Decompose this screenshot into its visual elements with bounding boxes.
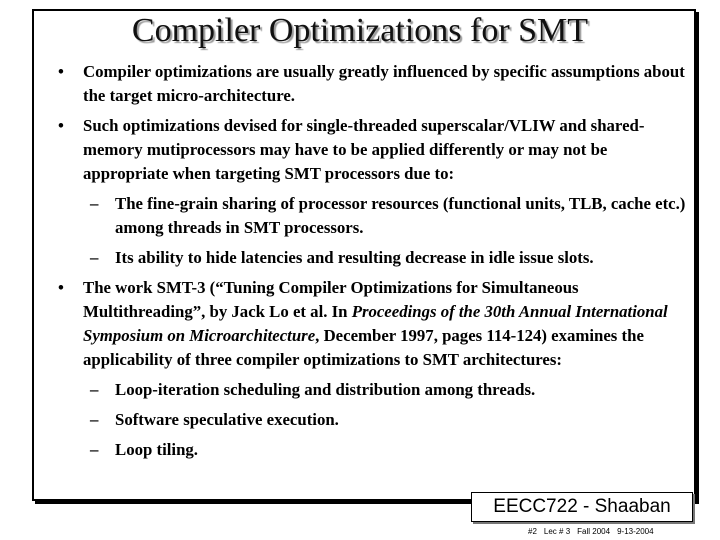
slide-title: Compiler Optimizations for SMT [131, 12, 589, 49]
sub-item-text: Software speculative execution. [115, 410, 339, 429]
bullet-text-start: The work SMT-3 (“Tuning Compiler Optimizations for Simultaneous Multithreading”, by Jack Lo et al. In [83, 278, 579, 321]
bullet-item [58, 60, 688, 108]
bullet-item [58, 276, 688, 372]
bullet-text-end: , December 1997, pages 114-124) examines the applicability of three compiler optimizations to SMT architectures: [83, 326, 644, 369]
sub-item [58, 192, 688, 240]
course-badge: EECC722 - Shaaban [471, 492, 693, 522]
dash-marker: – [90, 248, 99, 267]
bullet-text: Compiler optimizations are usually greatly influenced by specific assumptions about the target micro-architecture. [83, 62, 685, 105]
sub-item [58, 378, 688, 402]
sub-item-text: Its ability to hide latencies and resulting decrease in idle issue slots. [115, 248, 594, 267]
slide-footer [528, 527, 661, 536]
bullet-item [58, 114, 688, 186]
date: 9-13-2004 [617, 527, 654, 536]
term: Fall 2004 [577, 527, 611, 536]
slide-body [58, 60, 688, 468]
sub-item [58, 438, 688, 462]
sub-item-text: Loop tiling. [115, 440, 198, 459]
lecture-number: Lec # 3 [543, 527, 571, 536]
dash-marker: – [90, 194, 99, 213]
dash-marker: – [90, 410, 99, 429]
sub-item [58, 408, 688, 432]
bullet-text: Such optimizations devised for single-threaded superscalar/VLIW and shared-memory mutiprocessors may have to be applied differently or may not be appropriate when targeting SMT processors due to: [83, 116, 645, 183]
dash-marker: – [90, 440, 99, 459]
sub-item-text: The fine-grain sharing of processor resources (functional units, TLB, cache etc.) among threads in SMT processors. [115, 194, 686, 237]
bullet-marker: • [58, 116, 64, 135]
proceedings-title: Proceedings of the 30th Annual International Symposium on Microarchitecture [83, 302, 668, 345]
sub-item [58, 246, 688, 270]
dash-marker: – [90, 380, 99, 399]
slide-number: #2 [528, 527, 537, 536]
sub-item-text: Loop-iteration scheduling and distribution among threads. [115, 380, 536, 399]
bullet-marker: • [58, 62, 64, 81]
bullet-marker: • [58, 278, 64, 297]
